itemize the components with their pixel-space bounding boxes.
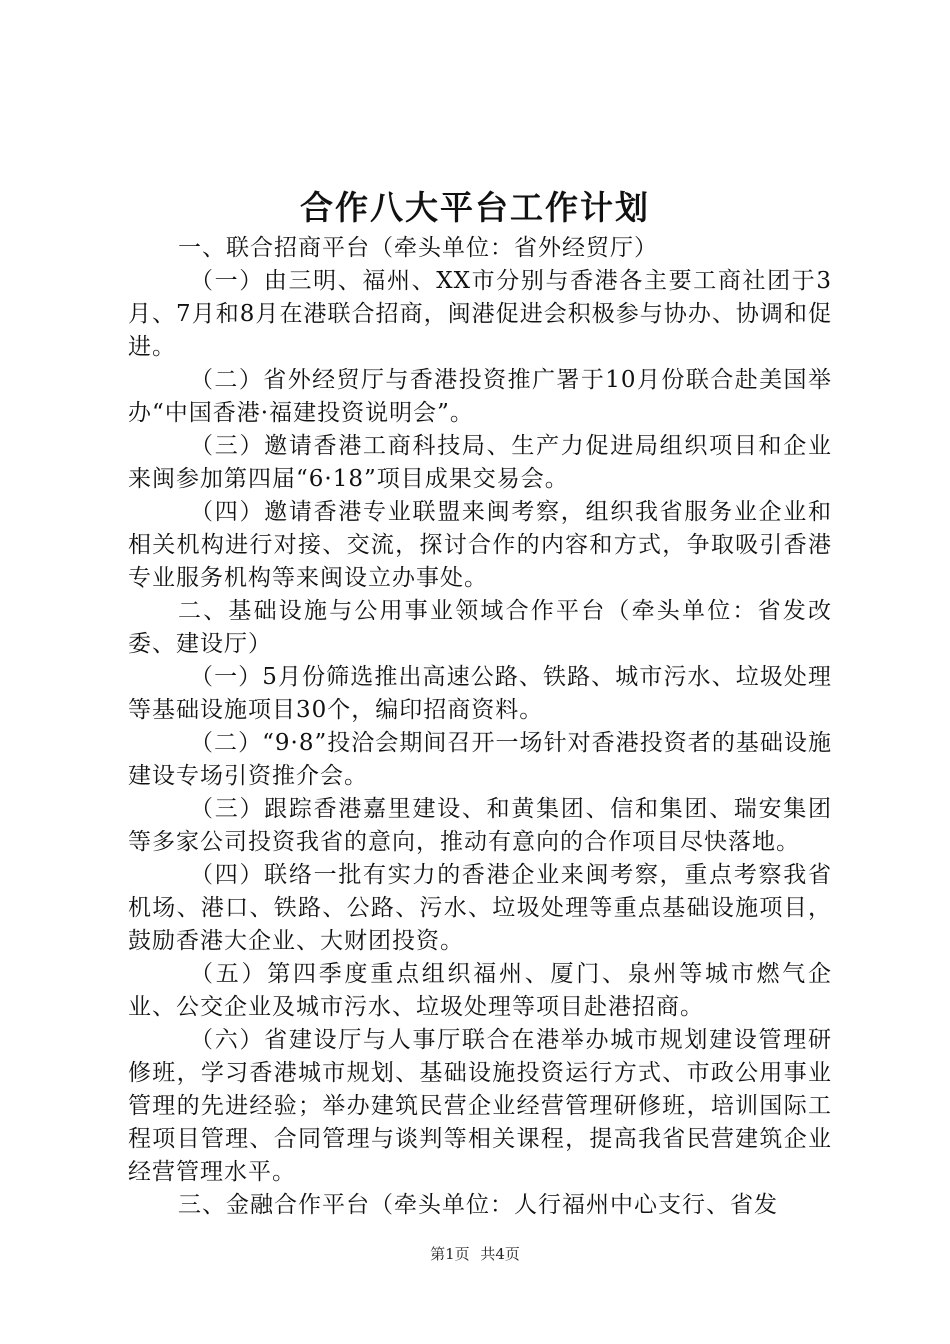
- section-heading-1: 一、联合招商平台（牵头单位：省外经贸厅）: [178, 235, 658, 261]
- page-number: 第1页: [430, 1245, 470, 1263]
- section-heading-3: 三、金融合作平台（牵头单位：人行福州中心支行、省发: [178, 1192, 778, 1218]
- paragraph-2-2: （二）“9·8”投洽会期间召开一场针对香港投资者的基础设施建设专场引资推介会。: [128, 730, 832, 789]
- paragraph-1-3: （三）邀请香港工商科技局、生产力促进局组织项目和企业来闽参加第四届“6·18”项目成果交易会。: [128, 433, 832, 492]
- paragraph-2-6: （六）省建设厅与人事厅联合在港举办城市规划建设管理研修班，学习香港城市规划、基础设施投资运行方式、市政公用事业管理的先进经验；举办建筑民营企业经营管理研修班，培训国际工程项目管理、合同管理与谈判等相关课程，提高我省民营建筑企业经营管理水平。: [128, 1027, 832, 1185]
- paragraph-1-2: （二）省外经贸厅与香港投资推广署于10月份联合赴美国举办“中国香港·福建投资说明会”。: [128, 367, 832, 426]
- document-title: 合作八大平台工作计划: [300, 188, 650, 227]
- document-body: [128, 232, 832, 1222]
- paragraph-1-1: （一）由三明、福州、XX市分别与香港各主要工商社团于3月、7月和8月在港联合招商，闽港促进会积极参与协办、协调和促进。: [128, 268, 832, 360]
- paragraph-1-4: （四）邀请香港专业联盟来闽考察，组织我省服务业企业和相关机构进行对接、交流，探讨合作的内容和方式，争取吸引香港专业服务机构等来闽设立办事处。: [128, 499, 832, 591]
- paragraph-2-5: （五）第四季度重点组织福州、厦门、泉州等城市燃气企业、公交企业及城市污水、垃圾处理等项目赴港招商。: [128, 961, 832, 1020]
- paragraph-2-1: （一）5月份筛选推出高速公路、铁路、城市污水、垃圾处理等基础设施项目30个，编印招商资料。: [128, 664, 832, 723]
- page-footer: [0, 1244, 950, 1264]
- paragraph-2-4: （四）联络一批有实力的香港企业来闽考察，重点考察我省机场、港口、铁路、公路、污水、垃圾处理等重点基础设施项目，鼓励香港大企业、大财团投资。: [128, 862, 832, 954]
- paragraph-2-3: （三）跟踪香港嘉里建设、和黄集团、信和集团、瑞安集团等多家公司投资我省的意向，推动有意向的合作项目尽快落地。: [128, 796, 832, 855]
- page-total: 共4页: [480, 1245, 520, 1263]
- section-heading-2: 二、基础设施与公用事业领域合作平台（牵头单位：省发改委、建设厅）: [128, 598, 832, 657]
